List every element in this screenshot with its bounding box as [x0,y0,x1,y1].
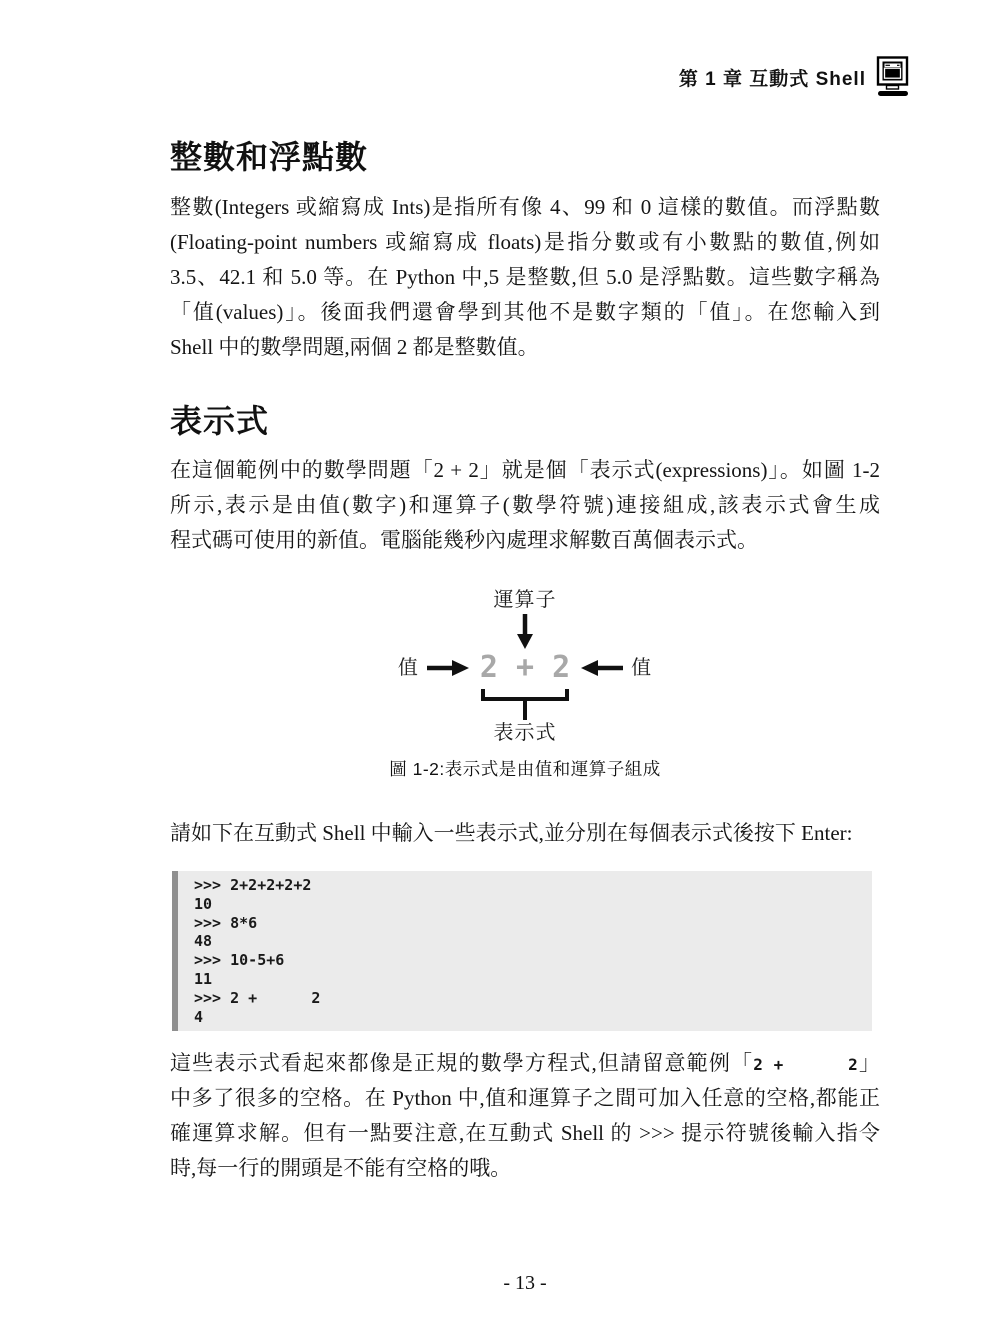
expression-value: 2 + 2 [479,650,571,685]
expression-label: 表示式 [493,722,557,744]
note-text: 」 [857,1051,880,1075]
code-line: 10 [194,894,213,913]
left-arrow-icon [580,659,624,677]
text-line: 在這個範例中的數學問題「2 + 2」就是個「表示式(expressions)」。如圖 1-2 [170,458,880,482]
code-line: >>> 10-5+6 [194,951,285,970]
code-line: >>> 2+2+2+2+2 [194,876,312,894]
note-text: 這些表示式看起來都像是正規的數學方程式,但請留意範例「 [170,1051,754,1075]
computer-monitor-icon [876,56,910,98]
down-arrow-icon [515,612,535,650]
code-line: 48 [194,932,213,951]
text-line: 所示,表示是由值(數字)和運算子(數學符號)連接組成,該表示式會生成 [170,493,880,517]
operator-label: 運算子 [493,589,557,611]
text-line: 「值(values)」。後面我們還會學到其他不是數字類的「值」。在您輸入到 [170,300,880,324]
expression-row [397,650,653,685]
code-line: 4 [194,1007,204,1026]
figure-caption: 圖 1-2:表示式是由值和運算子組成 [389,759,661,779]
figure-expression-diagram [170,588,880,745]
code-line: 11 [194,969,213,988]
text-line: 程式碼可使用的新值。電腦能幾秒內處理求解數百萬個表示式。 [170,528,758,552]
code-line: >>> 2 + 2 [194,988,321,1007]
section-heading-expressions: 表示式 [170,403,270,439]
text-line: 整數(Integers 或縮寫成 Ints)是指所有像 4、99 和 0 這樣的數值。而浮點數 [170,195,880,219]
paragraph-expressions [170,453,880,558]
text-line: Shell 中的數學問題,兩個 2 都是整數值。 [170,335,539,359]
code-block [172,871,872,1031]
text-line: (Floating-point numbers 或縮寫成 floats)是指分數或有小數點的數值,例如 [170,230,880,254]
text-line: 確運算求解。但有一點要注意,在互動式 Shell 的 >>> 提示符號後輸入指令 [170,1121,880,1145]
right-arrow-icon [426,659,470,677]
page-number: - 13 - [503,1272,547,1294]
paragraph-integers [170,190,880,365]
paragraph-instruction [170,816,880,851]
code-line: >>> 8*6 [194,913,258,932]
text-line: 中多了很多的空格。在 Python 中,值和運算子之間可加入任意的空格,都能正 [170,1086,880,1110]
value-label-right: 值 [631,657,653,679]
paragraph-note [170,1046,880,1186]
page-header [679,56,910,98]
text-line: 3.5、42.1 和 5.0 等。在 Python 中,5 是整數,但 5.0 是浮點數。這些數字稱為 [170,265,880,289]
section-heading-integers: 整數和浮點數 [170,139,369,175]
inline-code: 2 + 2 [753,1055,858,1074]
text-line [170,1046,880,1081]
value-label-left: 值 [397,657,419,679]
text-line: 時,每一行的開頭是不能有空格的哦。 [170,1156,512,1180]
expression-bracket [479,683,571,721]
text-line: 請如下在互動式 Shell 中輸入一些表示式,並分別在每個表示式後按下 Enter: [170,821,853,845]
chapter-title: 第 1 章 互動式 Shell [678,68,866,90]
